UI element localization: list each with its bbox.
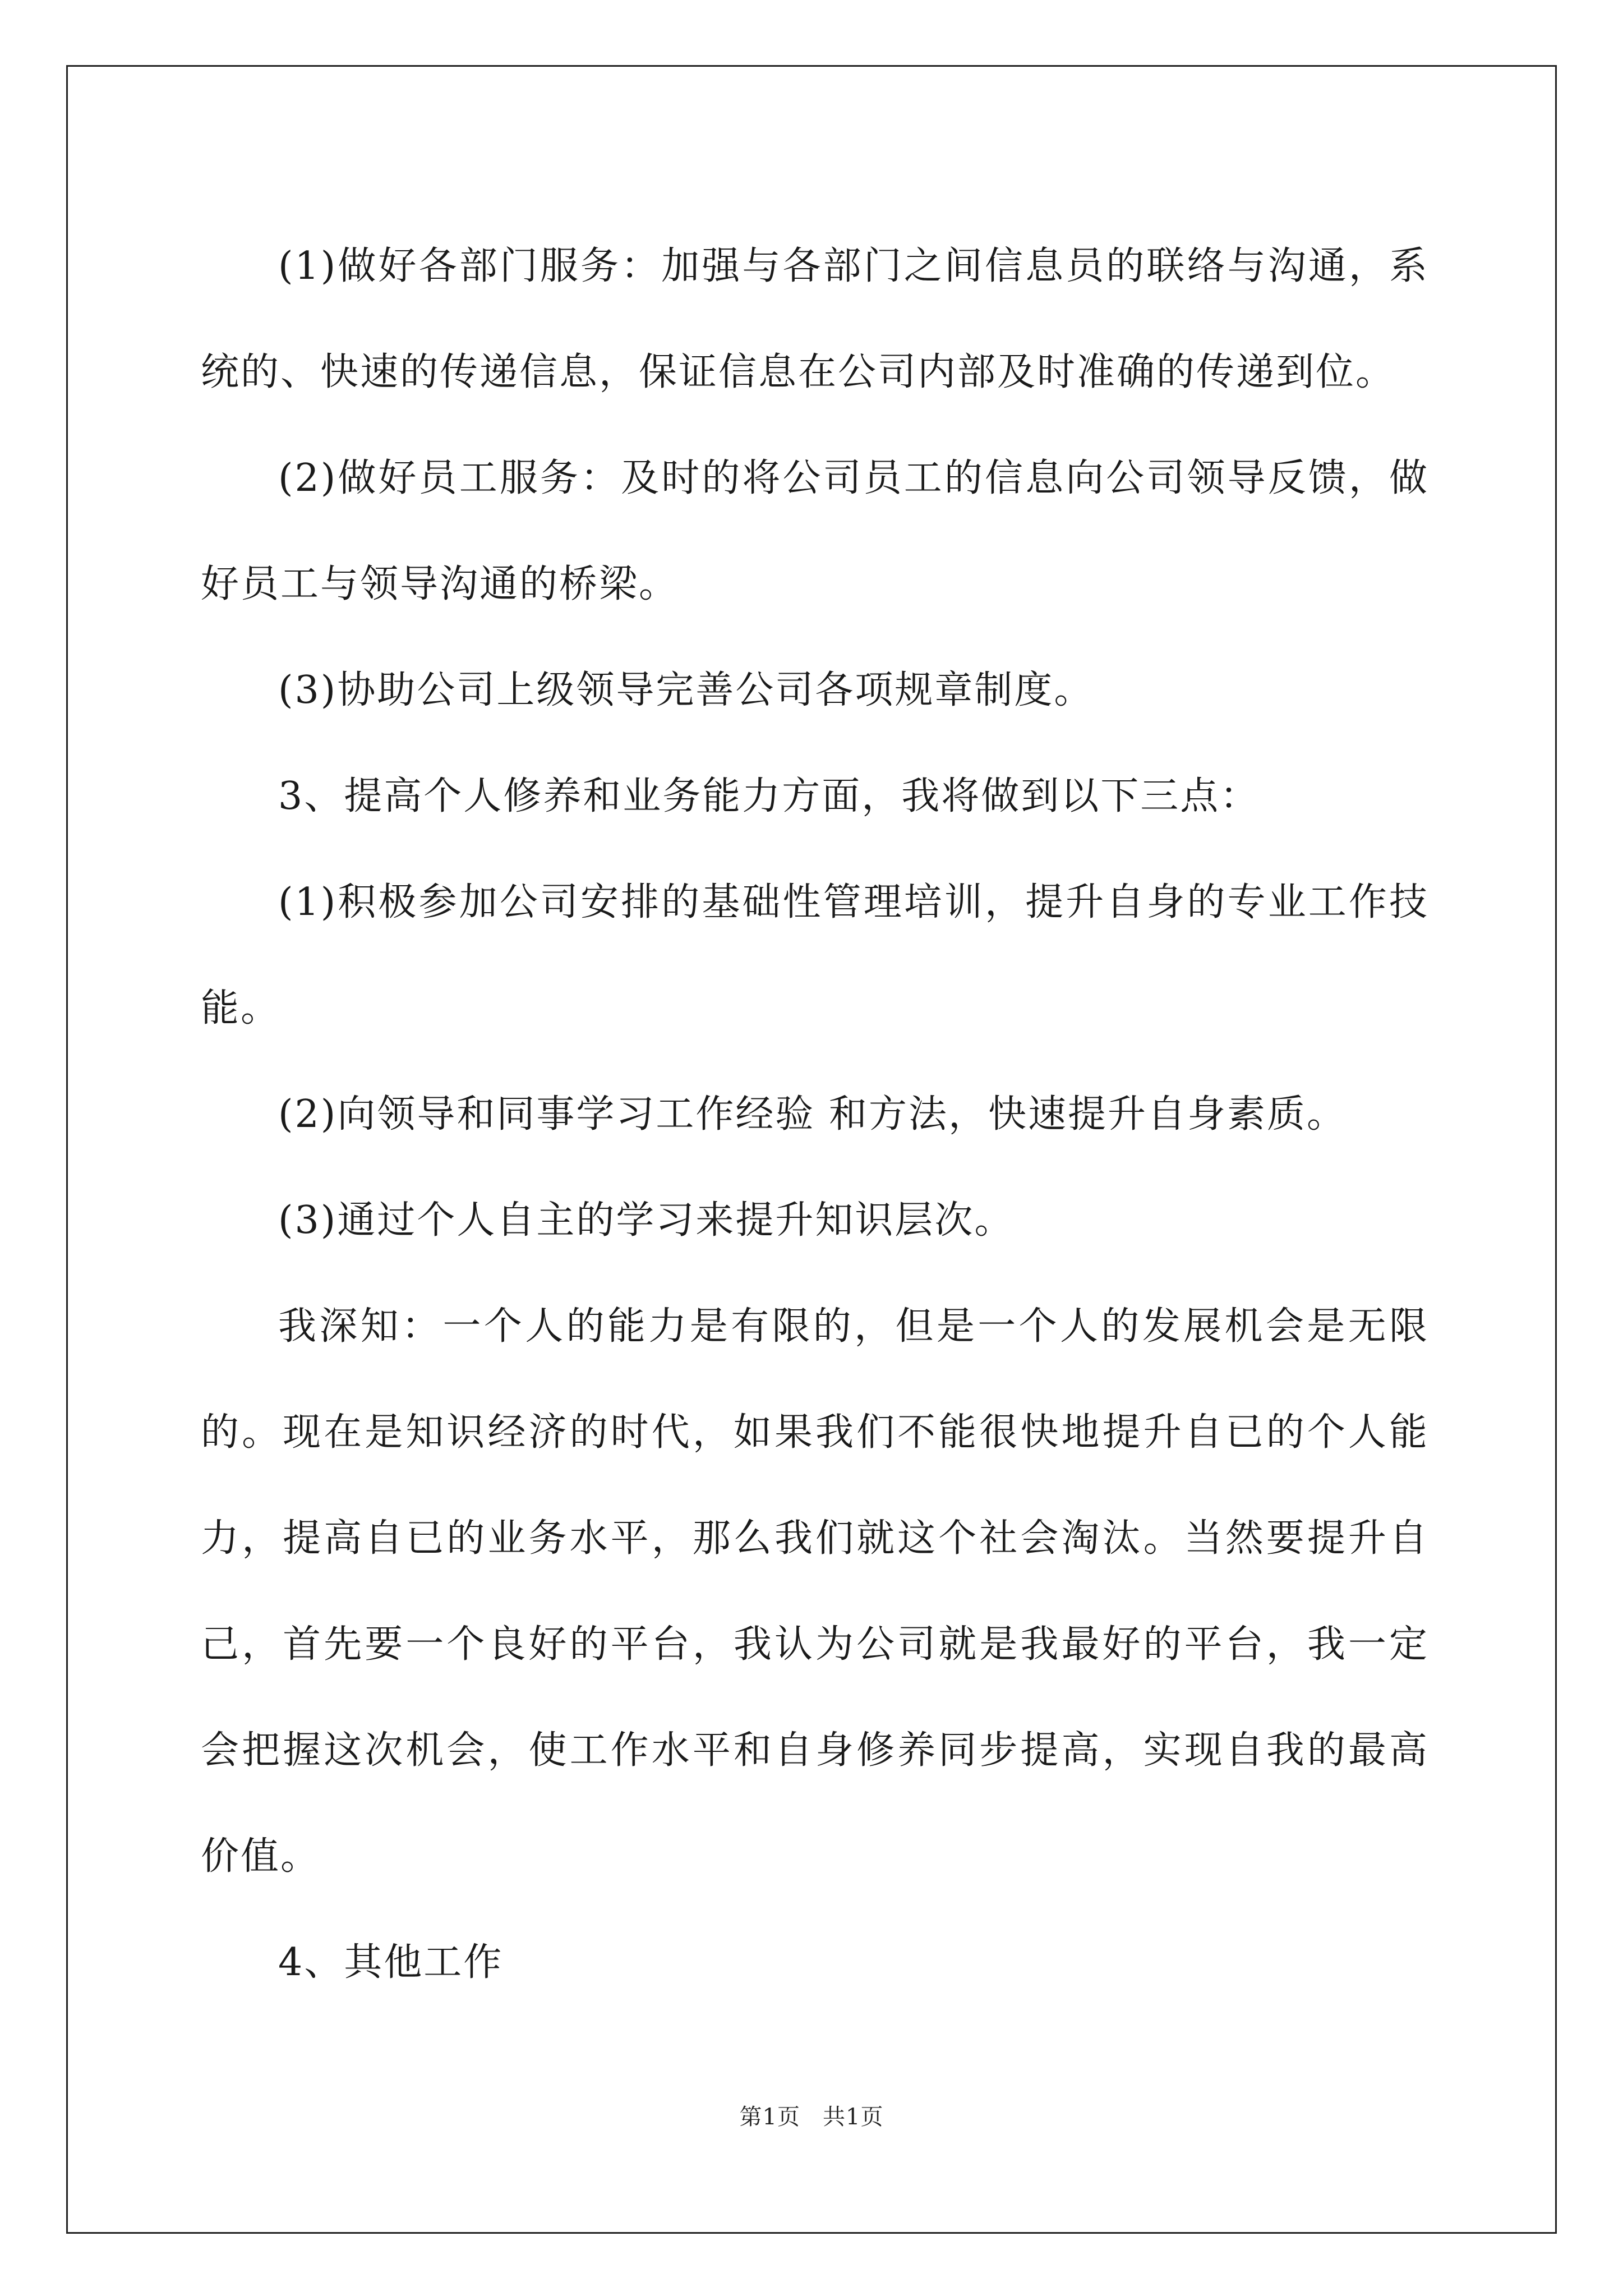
paragraph-5: (1)积极参加公司安排的基础性管理培训，提升自身的专业工作技能。 xyxy=(201,880,1429,1030)
page-footer xyxy=(0,2100,1623,2134)
total-pages: 共1页 xyxy=(823,2104,884,2130)
paragraph-8: 我深知：一个人的能力是有限的，但是一个人的发展机会是无限的。现在是知识经济的时代，如果我们不能很快地提升自已的个人能力，提高自已的业务水平，那么我们就这个社会淘汰。当然要提升自己，首先要一个良好的平台，我认为公司就是我最好的平台，我一定会把握这次机会，使工作水平和自身修养同步提高，实现自我的最高价值。 xyxy=(201,1304,1429,1879)
paragraph-7: (3)通过个人自主的学习来提升知识层次。 xyxy=(278,1198,1015,1243)
document-body xyxy=(201,213,1429,2016)
paragraph-6: (2)向领导和同事学习工作经验 和方法，快速提升自身素质。 xyxy=(278,1092,1347,1137)
page-number: 第1页 xyxy=(739,2104,800,2130)
paragraph-4: 3、提高个人修养和业务能力方面，我将做到以下三点： xyxy=(278,774,1260,818)
paragraph-3: (3)协助公司上级领导完善公司各项规章制度。 xyxy=(278,668,1094,712)
paragraph-9: 4、其他工作 xyxy=(278,1940,504,1985)
paragraph-1: (1)做好各部门服务：加强与各部门之间信息员的联络与沟通，系统的、快速的传递信息，保证信息在公司内部及时准确的传递到位。 xyxy=(201,244,1429,394)
paragraph-2: (2)做好员工服务：及时的将公司员工的信息向公司领导反馈，做好员工与领导沟通的桥梁。 xyxy=(201,456,1429,606)
